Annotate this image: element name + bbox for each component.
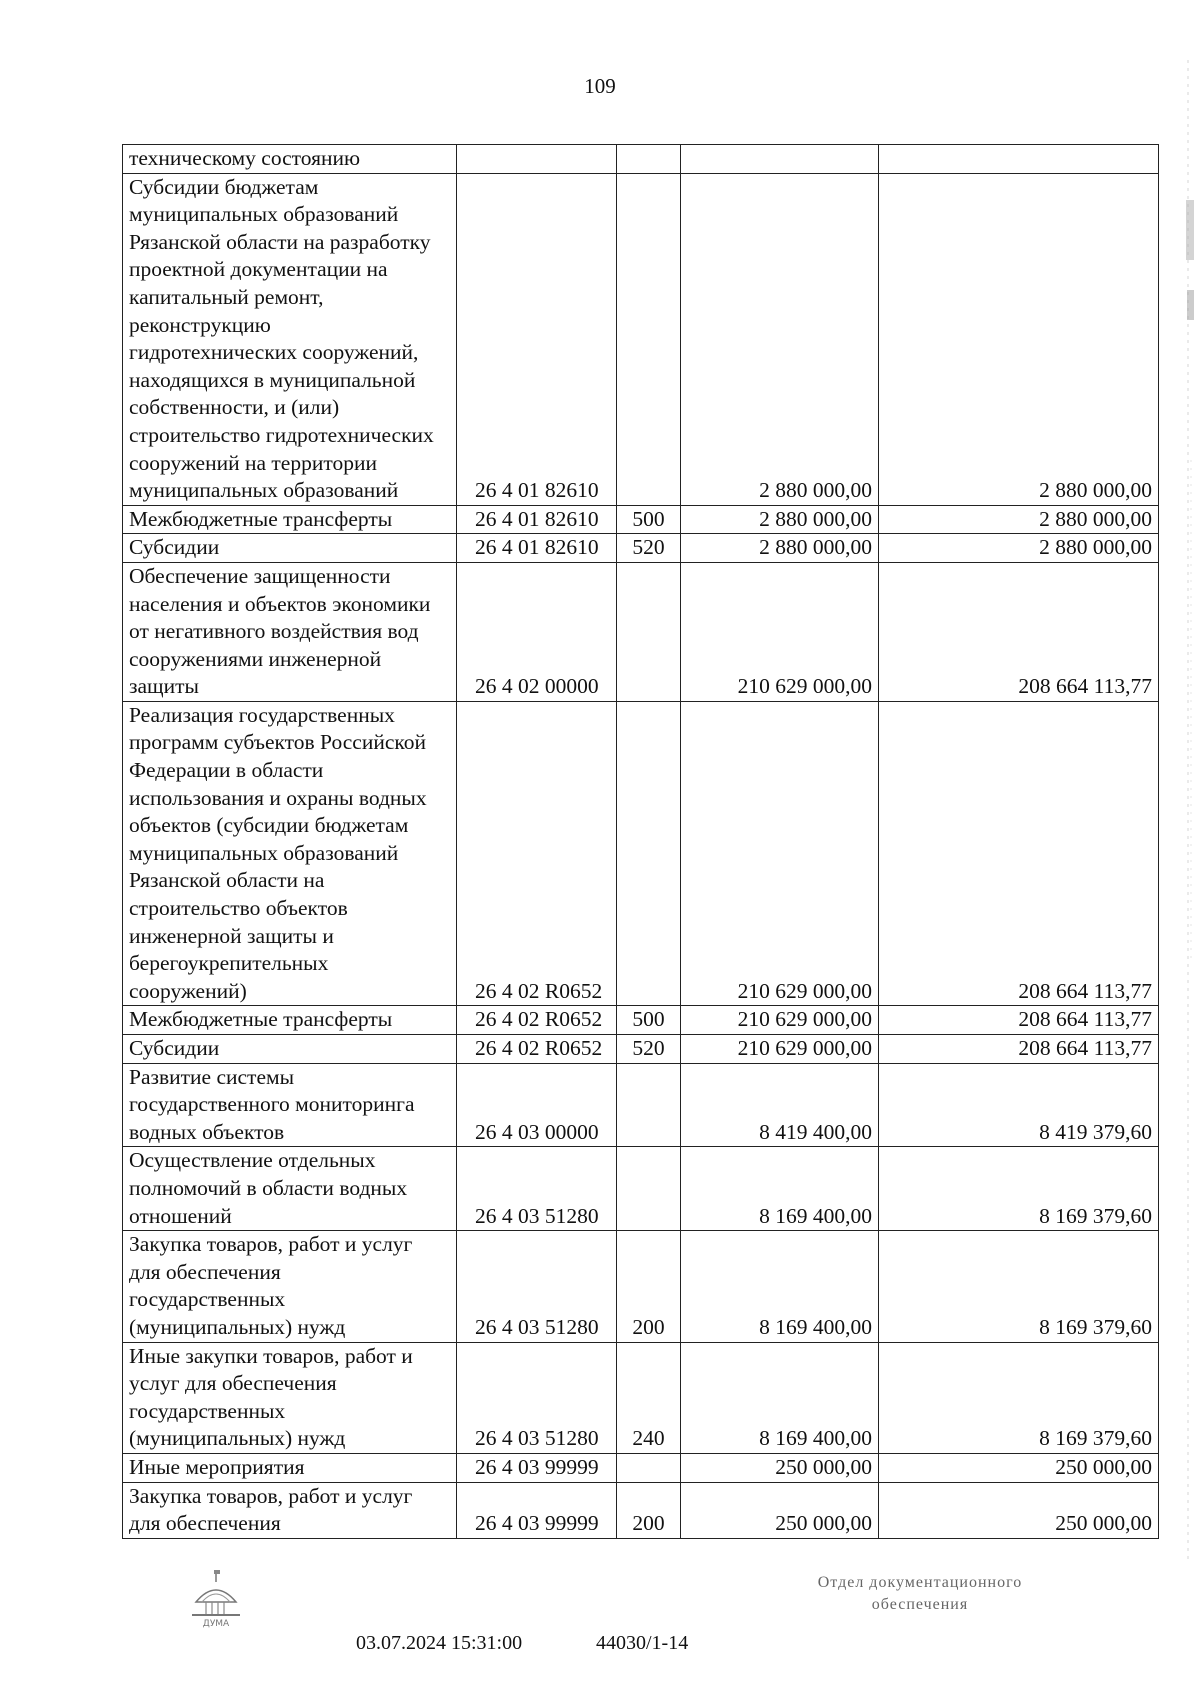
row-sum-planned: 8 169 400,00 bbox=[681, 1231, 879, 1342]
row-name: Субсидии bbox=[123, 1035, 457, 1064]
table-row bbox=[123, 1035, 1159, 1064]
table-row bbox=[123, 1147, 1159, 1231]
scan-edge-marks bbox=[1186, 60, 1194, 1560]
row-expense-type bbox=[617, 1147, 681, 1231]
row-name: Субсидии бюджетам муниципальных образований Рязанской области на разработку проектной документации на капитальный ремонт, реконструкцию гидротехнических сооружений, находящихся в муниципальной собственности, и (или) строительство гидротехнических сооружений на территории муниципальных образований bbox=[123, 173, 457, 505]
row-sum-planned: 210 629 000,00 bbox=[681, 1006, 879, 1035]
row-expense-type bbox=[617, 173, 681, 505]
row-sum-planned bbox=[681, 145, 879, 174]
row-sum-executed: 208 664 113,77 bbox=[879, 1006, 1159, 1035]
row-name: Осуществление отдельных полномочий в области водных отношений bbox=[123, 1147, 457, 1231]
row-expense-type: 200 bbox=[617, 1482, 681, 1538]
row-name: Развитие системы государственного мониторинга водных объектов bbox=[123, 1063, 457, 1147]
row-sum-planned: 8 419 400,00 bbox=[681, 1063, 879, 1147]
row-sum-planned: 2 880 000,00 bbox=[681, 534, 879, 563]
row-code: 26 4 02 R0652 bbox=[457, 1035, 617, 1064]
row-sum-planned: 2 880 000,00 bbox=[681, 505, 879, 534]
table-row bbox=[123, 701, 1159, 1006]
row-code: 26 4 03 51280 bbox=[457, 1231, 617, 1342]
table-row bbox=[123, 1231, 1159, 1342]
row-expense-type: 240 bbox=[617, 1342, 681, 1453]
row-name: Закупка товаров, работ и услуг для обеспечения государственных (муниципальных) нужд bbox=[123, 1231, 457, 1342]
row-code: 26 4 01 82610 bbox=[457, 534, 617, 563]
row-expense-type bbox=[617, 701, 681, 1006]
row-sum-executed: 208 664 113,77 bbox=[879, 1035, 1159, 1064]
page-number: 109 bbox=[584, 74, 616, 98]
row-sum-executed: 8 169 379,60 bbox=[879, 1342, 1159, 1453]
row-sum-executed: 8 169 379,60 bbox=[879, 1231, 1159, 1342]
row-expense-type: 500 bbox=[617, 505, 681, 534]
row-code: 26 4 02 R0652 bbox=[457, 1006, 617, 1035]
row-expense-type: 520 bbox=[617, 534, 681, 563]
row-name: Реализация государственных программ субъектов Российской Федерации в области использования и охраны водных объектов (субсидии бюджетам муниципальных образований Рязанской области на строительство объектов инженерной защиты и берегоукрепительных сооружений) bbox=[123, 701, 457, 1006]
table-row bbox=[123, 1482, 1159, 1538]
row-sum-executed: 208 664 113,77 bbox=[879, 701, 1159, 1006]
row-name: Иные мероприятия bbox=[123, 1453, 457, 1482]
row-sum-executed: 2 880 000,00 bbox=[879, 505, 1159, 534]
row-sum-executed: 8 419 379,60 bbox=[879, 1063, 1159, 1147]
row-sum-executed: 8 169 379,60 bbox=[879, 1147, 1159, 1231]
footer-date: 03.07.2024 15:31:00 bbox=[356, 1632, 523, 1654]
row-expense-type: 500 bbox=[617, 1006, 681, 1035]
table-row bbox=[123, 1063, 1159, 1147]
row-sum-executed: 2 880 000,00 bbox=[879, 173, 1159, 505]
row-expense-type bbox=[617, 562, 681, 701]
row-expense-type bbox=[617, 1063, 681, 1147]
table-row bbox=[123, 1006, 1159, 1035]
duma-logo-text: ДУМА bbox=[202, 1619, 230, 1629]
row-sum-executed bbox=[879, 145, 1159, 174]
row-name: Межбюджетные трансферты bbox=[123, 1006, 457, 1035]
table-row bbox=[123, 534, 1159, 563]
row-code bbox=[457, 145, 617, 174]
stamp-line-1: Отдел документационного bbox=[817, 1574, 1023, 1591]
row-expense-type bbox=[617, 145, 681, 174]
row-code: 26 4 01 82610 bbox=[457, 505, 617, 534]
footer-registration-number: 44030/1-14 bbox=[596, 1632, 689, 1654]
row-sum-executed: 250 000,00 bbox=[879, 1453, 1159, 1482]
row-code: 26 4 03 99999 bbox=[457, 1482, 617, 1538]
row-name: Межбюджетные трансферты bbox=[123, 505, 457, 534]
row-name: Иные закупки товаров, работ и услуг для обеспечения государственных (муниципальных) нужд bbox=[123, 1342, 457, 1453]
row-expense-type: 200 bbox=[617, 1231, 681, 1342]
budget-table bbox=[122, 144, 1159, 1539]
table-row bbox=[123, 173, 1159, 505]
row-sum-planned: 250 000,00 bbox=[681, 1453, 879, 1482]
table-row bbox=[123, 505, 1159, 534]
row-sum-planned: 250 000,00 bbox=[681, 1482, 879, 1538]
row-name: Закупка товаров, работ и услуг для обеспечения bbox=[123, 1482, 457, 1538]
row-sum-executed: 2 880 000,00 bbox=[879, 534, 1159, 563]
department-stamp bbox=[770, 1572, 1070, 1616]
row-sum-planned: 2 880 000,00 bbox=[681, 173, 879, 505]
row-sum-planned: 210 629 000,00 bbox=[681, 1035, 879, 1064]
row-code: 26 4 01 82610 bbox=[457, 173, 617, 505]
row-sum-planned: 8 169 400,00 bbox=[681, 1342, 879, 1453]
stamp-line-2: обеспечения bbox=[871, 1596, 969, 1613]
table-row bbox=[123, 562, 1159, 701]
row-sum-planned: 210 629 000,00 bbox=[681, 701, 879, 1006]
row-sum-planned: 8 169 400,00 bbox=[681, 1147, 879, 1231]
row-sum-planned: 210 629 000,00 bbox=[681, 562, 879, 701]
row-code: 26 4 03 99999 bbox=[457, 1453, 617, 1482]
row-code: 26 4 03 51280 bbox=[457, 1342, 617, 1453]
table-row bbox=[123, 1453, 1159, 1482]
table-row bbox=[123, 1342, 1159, 1453]
row-code: 26 4 02 00000 bbox=[457, 562, 617, 701]
row-expense-type: 520 bbox=[617, 1035, 681, 1064]
row-name: техническому состоянию bbox=[123, 145, 457, 174]
duma-logo bbox=[184, 1568, 248, 1632]
row-name: Субсидии bbox=[123, 534, 457, 563]
row-code: 26 4 02 R0652 bbox=[457, 701, 617, 1006]
row-code: 26 4 03 51280 bbox=[457, 1147, 617, 1231]
row-name: Обеспечение защищенности населения и объектов экономики от негативного воздействия вод сооружениями инженерной защиты bbox=[123, 562, 457, 701]
row-code: 26 4 03 00000 bbox=[457, 1063, 617, 1147]
row-sum-executed: 250 000,00 bbox=[879, 1482, 1159, 1538]
row-expense-type bbox=[617, 1453, 681, 1482]
table-row bbox=[123, 145, 1159, 174]
row-sum-executed: 208 664 113,77 bbox=[879, 562, 1159, 701]
